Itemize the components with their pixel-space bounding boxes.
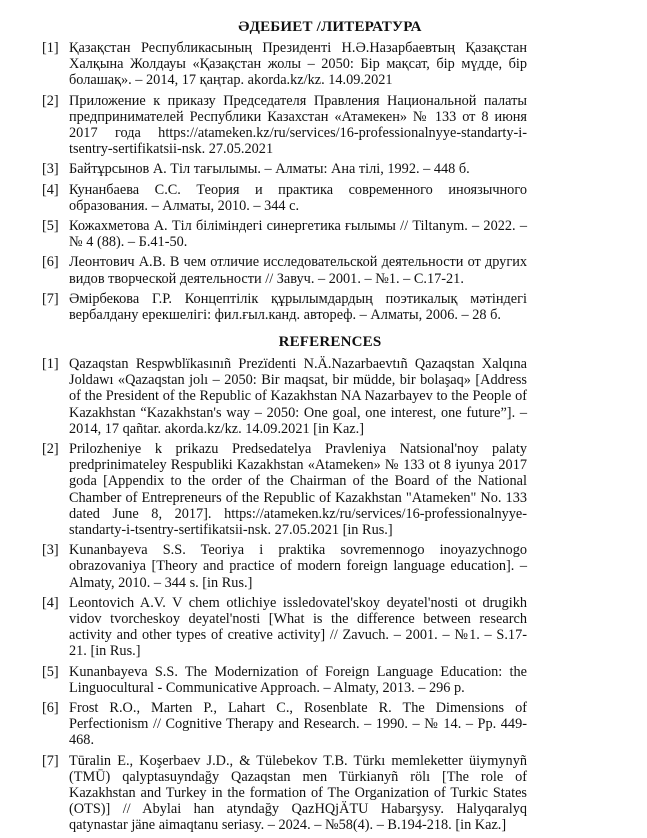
reference-text: Leontovich A.V. V chem otlichiye issledovatel'skoy deyatel'nosti ot drugikh vidov tvorcheskoy deyatel'nosti [What is the difference between research activity and other types of creative activity] // Zavuch. – 2001. – №1. – S.17-21. [in Rus.] <box>69 594 527 660</box>
reference-item <box>42 218 527 250</box>
reference-item <box>42 93 527 158</box>
reference-number: [6] <box>42 254 59 271</box>
reference-item <box>42 161 527 177</box>
reference-number: [4] <box>42 181 59 198</box>
reference-text: Кожахметова А. Тіл біліміндегі синергетика ғылымы // Tiltanym. – 2022. – № 4 (88). – Б.41-50. <box>69 218 527 251</box>
reference-number: [5] <box>42 218 59 235</box>
reference-number: [2] <box>42 441 59 458</box>
reference-text: Frost R.O., Marten P., Lahart C., Rosenblate R. The Dimensions of Perfectionism // Cognitive Therapy and Research. – 1990. – № 14. – Pp. 449-468. <box>69 700 527 749</box>
reference-text: Байтұрсынов А. Тіл тағылымы. – Алматы: Ана тілі, 1992. – 448 б. <box>69 161 470 178</box>
references-list <box>42 356 527 838</box>
reference-item <box>42 40 527 89</box>
reference-number: [2] <box>42 92 59 109</box>
reference-text: Приложение к приказу Председателя Правления Национальной палаты предпринимателей Республики Казахстан «Атамекен» № 133 от 8 июня 2017 года https://atameken.kz/ru/services/16-professionalnyye-standarty-i-tsentry-sertifikatsii-nsk. 27.05.2021 <box>69 92 527 158</box>
reference-number: [7] <box>42 290 59 307</box>
reference-item <box>42 753 527 834</box>
reference-number: [1] <box>42 40 59 56</box>
reference-number: [3] <box>42 161 59 178</box>
reference-text: Әмірбекова Г.Р. Концептілік құрылымдардың поэтикалық мәтіндегі вербалдану ерекшелігі: фил.ғыл.канд. автореф. – Алматы, 2006. – 28 б. <box>69 290 527 324</box>
reference-text: Tūralin E., Koşerbaev J.D., & Tülebekov T.B. Türkı memleketter üiymynyñ (TMŪ) qalyptasuyndağy Qazaqstan men Türkianyñ rölı [The role of Kazakhstan and Turkey in the formation of The Organization of Turkic States (OTS)] // Abylai han atyndağy QazHQjÄTU Habarşysy. Halyqaralyq qatynastar jäne aimaqtanu seriasy. – 2024. – №58(4). – B.194-218. [in Kaz.] <box>69 752 527 834</box>
reference-number: [5] <box>42 663 59 680</box>
reference-item <box>42 542 527 591</box>
reference-number: [4] <box>42 594 59 611</box>
reference-text: Kunanbayeva S.S. The Modernization of Foreign Language Education: the Linguocultural - Communicative Approach. – Almaty, 2013. – 296 p. <box>69 663 527 696</box>
reference-text: Kunanbayeva S.S. Teoriya i praktika sovremennogo inoyazychnogo obrazovaniya [Theory and practice of modern foreign language education]. – Almaty, 2010. – 344 s. [in Rus.] <box>69 542 527 591</box>
references-heading: REFERENCES <box>278 334 382 350</box>
reference-number: [7] <box>42 752 59 769</box>
reference-text: Prilozheniye k prikazu Predsedatelya Pravleniya Natsional'noy palaty predprinimateley Respubliki Kazakhstan «Atameken» № 133 ot 8 iyunya 2017 goda [Appendix to the order of the Chairman of the Board of the National Chamber of Entrepreneurs of the Republic of Kazakhstan "Atameken" No. 133 dated June 8, 2017]. https://atameken.kz/ru/services/16-professionalnyye-standarty-i-tsentry-sertifikatsii-nsk. 27.05.2021 [in Rus.] <box>69 441 527 539</box>
reference-item <box>42 356 527 437</box>
reference-item <box>42 664 527 696</box>
reference-item <box>42 182 527 214</box>
literature-heading: ӘДЕБИЕТ /ЛИТЕРАТУРА <box>238 19 422 35</box>
reference-number: [6] <box>42 700 59 717</box>
reference-item <box>42 254 527 286</box>
reference-text: Кунанбаева С.С. Теория и практика современного иноязычного образования. – Алматы, 2010. – 344 с. <box>69 181 527 214</box>
reference-item <box>42 595 527 660</box>
reference-text: Қазақстан Республикасының Президенті Н.Ә.Назарбаевтың Қазақстан Халқына Жолдауы «Қазақстан жолы – 2050: Бір мақсат, бір мүдде, бір болашақ». – 2014, 17 қаңтар. akorda.kz/kz. 14.09.2021 <box>69 40 527 89</box>
reference-item <box>42 291 527 323</box>
reference-item <box>42 441 527 538</box>
reference-number: [3] <box>42 542 59 559</box>
reference-item <box>42 700 527 749</box>
literature-list <box>42 40 527 327</box>
reference-number: [1] <box>42 356 59 372</box>
reference-text: Леонтович А.В. В чем отличие исследовательской деятельности от других видов творческой деятельности // Завуч. – 2001. – №1. – С.17-21. <box>69 254 527 287</box>
reference-text: Qazaqstan Respwblïkasınıñ Prezïdenti N.Ä.Nazarbaevtıñ Qazaqstan Xalqına Joldawı «Qazaqstan jolı – 2050: Bir maqsat, bir müdde, bir bolaşaq» [Address of the President of the Republic of Kazakhstan NA Nazarbayev to the People of Kazakhstan “Kazakhstan's way – 2050: One goal, one interest, one future”]. – 2014, 17 qañtar. akorda.kz/kz. 14.09.2021 [in Kaz.] <box>69 356 527 437</box>
